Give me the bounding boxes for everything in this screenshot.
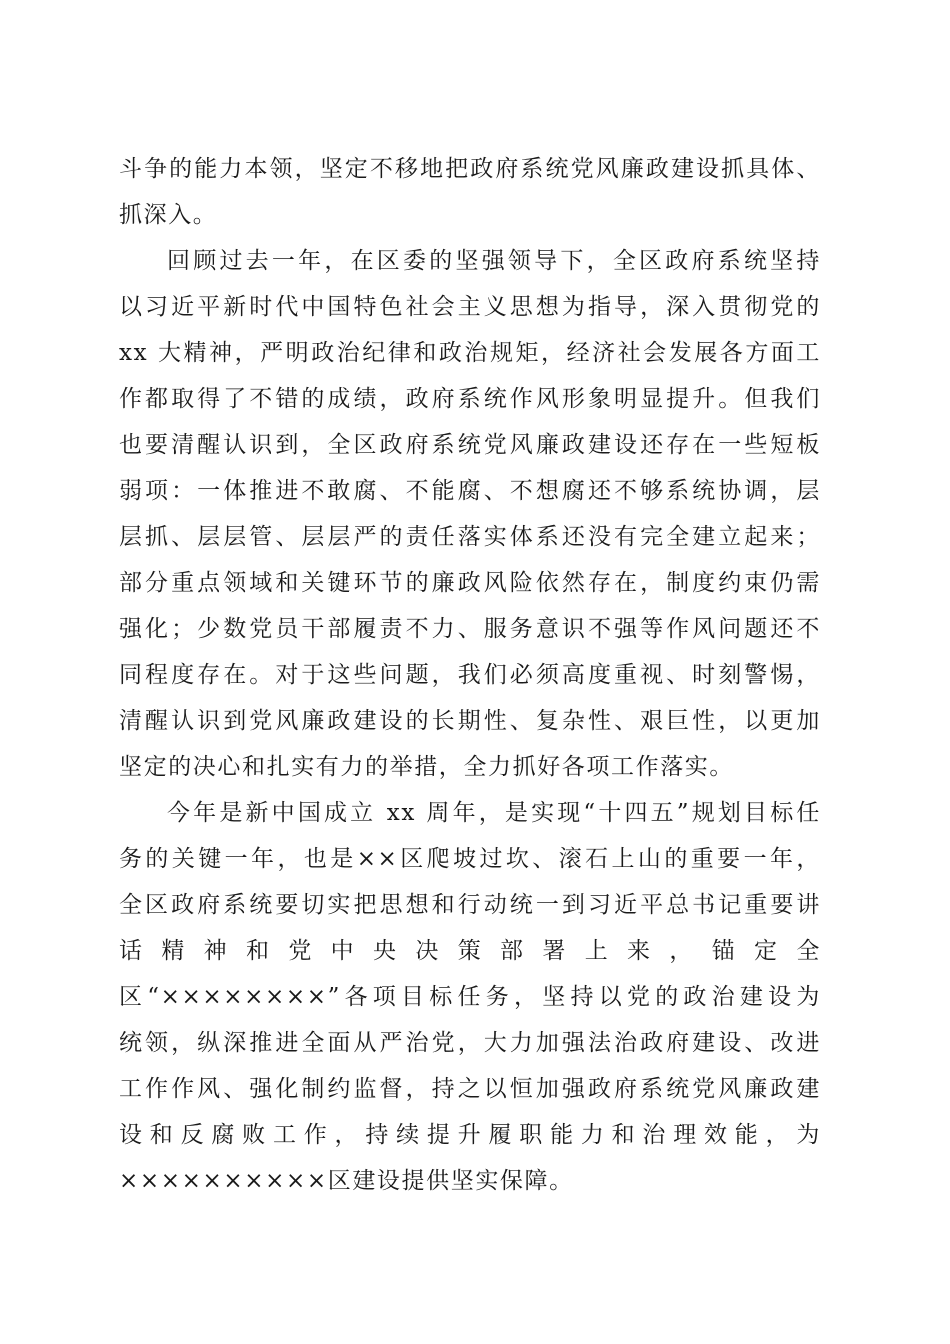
text-line-18: 话精神和党中央决策部署上来，锚定全 xyxy=(119,938,821,964)
text-line-14: 坚定的决心和扎实有力的举措，全力抓好各项工作落实。 xyxy=(119,754,734,780)
text-line-7: 也要清醒认识到，全区政府系统党风廉政建设还存在一些短板 xyxy=(119,432,821,458)
text-line-17: 全区政府系统要切实把思想和行动统一到习近平总书记重要讲 xyxy=(119,892,821,918)
text-line-19: 区“××××××××”各项目标任务，坚持以党的政治建设为 xyxy=(119,984,821,1010)
text-line-9: 层抓、层层管、层层严的责任落实体系还没有完全建立起来； xyxy=(119,524,821,550)
text-line-8: 弱项：一体推进不敢腐、不能腐、不想腐还不够系统协调，层 xyxy=(119,478,821,504)
text-line-21: 工作作风、强化制约监督，持之以恒加强政府系统党风廉政建 xyxy=(119,1076,821,1102)
text-line-2: 抓深入。 xyxy=(119,202,218,228)
text-line-15: 今年是新中国成立 xx 周年，是实现“十四五”规划目标任 xyxy=(167,800,821,826)
text-line-6: 作都取得了不错的成绩，政府系统作风形象明显提升。但我们 xyxy=(119,386,821,412)
text-line-5: xx 大精神，严明政治纪律和政治规矩，经济社会发展各方面工 xyxy=(119,340,821,366)
text-line-13: 清醒认识到党风廉政建设的长期性、复杂性、艰巨性，以更加 xyxy=(119,708,821,734)
text-line-12: 同程度存在。对于这些问题，我们必须高度重视、时刻警惕， xyxy=(119,662,821,688)
text-line-22: 设和反腐败工作，持续提升履职能力和治理效能，为 xyxy=(119,1122,821,1148)
text-line-11: 强化；少数党员干部履责不力、服务意识不强等作风问题还不 xyxy=(119,616,821,642)
text-line-23: ××××××××××区建设提供坚实保障。 xyxy=(119,1168,574,1194)
text-line-10: 部分重点领域和关键环节的廉政风险依然存在，制度约束仍需 xyxy=(119,570,821,596)
text-line-3: 回顾过去一年，在区委的坚强领导下，全区政府系统坚持 xyxy=(167,248,821,274)
text-line-16: 务的关键一年，也是××区爬坡过坎、滚石上山的重要一年， xyxy=(119,846,821,872)
text-line-1: 斗争的能力本领，坚定不移地把政府系统党风廉政建设抓具体、 xyxy=(119,156,821,182)
text-line-4: 以习近平新时代中国特色社会主义思想为指导，深入贯彻党的 xyxy=(119,294,821,320)
text-line-20: 统领，纵深推进全面从严治党，大力加强法治政府建设、改进 xyxy=(119,1030,821,1056)
